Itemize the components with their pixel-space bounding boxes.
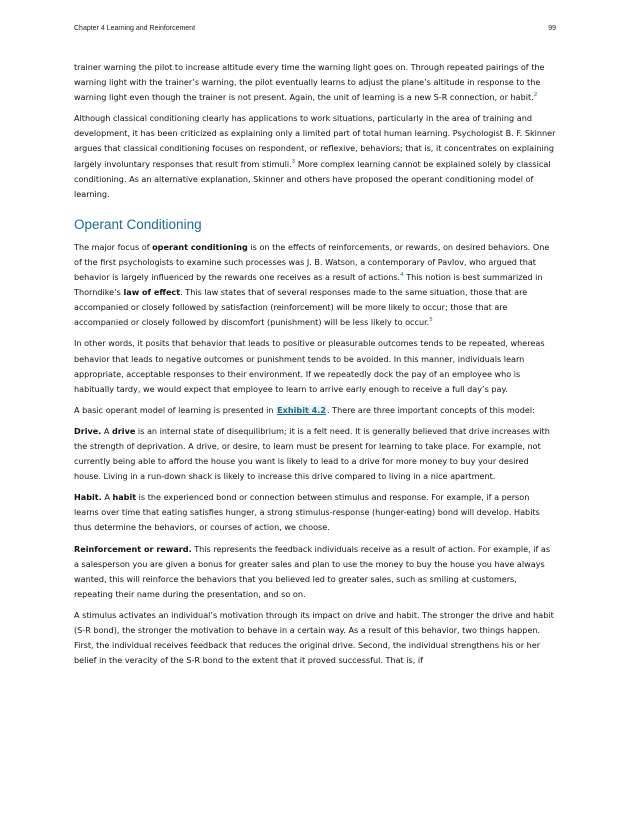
endnote-ref[interactable]: 5	[429, 317, 433, 324]
page-number: 99	[548, 25, 556, 32]
paragraph: A basic operant model of learning is presented in Exhibit 4.2. There are three important concepts of this model:	[74, 404, 535, 415]
key-term: law of effect	[123, 287, 181, 298]
chapter-title: Chapter 4 Learning and Reinforcement	[74, 25, 196, 32]
endnote-ref[interactable]: 2	[533, 92, 538, 99]
paragraph: The major focus of operant conditioning is on the effects of reinforcements, or rewards, on desired behaviors. One of the first psychologists to examine such processes was J. B. Watson, a contemporary of Pavlov, who argued that behavior is largely influenced by the rewards one receives as a result of actions.$^4$ This notion is best summarized in Thorndike’s law of effect. This law states that of several responses made to the same situation, those that are accompanied or closely followed by satisfaction (reinforcement) will be more likely to occur; those that are accompanied or closely followed by discomfort (punishment) will be less likely to occur.$^5$	[74, 241, 550, 328]
paragraph: Habit. A habit is the experienced bond or connection between stimulus and response. For example, if a person learns over time that eating satisfies hunger, a strong stimulus-response (hunger-eating) bond will develop. Habits thus determine the behaviors, or courses of action, we choose.	[74, 492, 540, 533]
section-heading: Operant Conditioning	[74, 216, 202, 232]
paragraph: trainer warning the pilot to increase altitude every time the warning light goes on. Through repeated pairings of the warning light with the trainer’s warning, the pilot eventually learns to adjust the plane’s altitude in response to the warning light even though the trainer is not present. Again, the unit of learning is a new S-R connection, or habit.$^2$	[74, 62, 545, 103]
key-term: habit	[112, 492, 137, 503]
paragraph: Reinforcement or reward. This represents the feedback individuals receive as a result of action. For example, if as a salesperson you are given a bonus for greater sales and plan to use the money to buy the house you have always wanted, this will reinforce the behaviors that you believed led to greater sales, such as smiling at customers, repeating their name during the presentation, and so on.	[74, 543, 551, 599]
paragraph: In other words, it posits that behavior that leads to positive or pleasurable outcomes tends to be repeated, whereas behavior that leads to negative outcomes or punishment tends to be avoided. In this manner, individuals learn appropriate, acceptable responses to their environment. If we repeatedly dock the pay of an employee who is habitually tardy, we would expect that employee to learn to arrive early enough to receive a full day’s pay.	[74, 338, 545, 394]
running-head	[74, 25, 556, 32]
endnote-ref[interactable]: 4	[400, 272, 404, 279]
paragraph: A stimulus activates an individual’s motivation through its impact on drive and habit. The stronger the drive and habit (S-R bond), the stronger the motivation to behave in a certain way. As a result of this behavior, two things happen. First, the individual receives feedback that reduces the original drive. Second, the individual strengthens his or her belief in the veracity of the S-R bond to the extent that it proved successful. That is, if	[74, 609, 554, 666]
endnote-ref[interactable]: 3	[291, 158, 296, 165]
key-term: drive	[112, 425, 136, 436]
paragraph: Drive. A drive is an internal state of disequilibrium; it is a felt need. It is generally believed that drive increases with the strength of deprivation. A drive, or desire, to learn must be present for learning to take place. For example, not currently being able to afford the house you want is likely to lead to a drive for more money to buy your desired house. Living in a run-down shack is likely to increase this drive compared to living in a nice apartment.	[74, 425, 550, 482]
run-in-heading: Reinforcement or reward.	[74, 543, 192, 554]
key-term: operant conditioning	[152, 241, 248, 252]
paragraph: Although classical conditioning clearly has applications to work situations, particularly in the area of training and development, it has been criticized as explaining only a limited part of total human learning. Psychologist B. F. Skinner argues that classical conditioning focuses on respondent, or reflexive, behaviors; that is, it concentrates on explaining largely involuntary responses that result from stimuli.$^3$ More complex learning cannot be explained solely by classical conditioning. As an alternative explanation, Skinner and others have proposed the operant conditioning model of learning.	[74, 113, 556, 199]
run-in-heading: Habit.	[74, 492, 102, 503]
run-in-heading: Drive.	[74, 425, 102, 436]
body-text	[74, 60, 556, 674]
exhibit-link[interactable]: Exhibit 4.2	[277, 404, 327, 415]
